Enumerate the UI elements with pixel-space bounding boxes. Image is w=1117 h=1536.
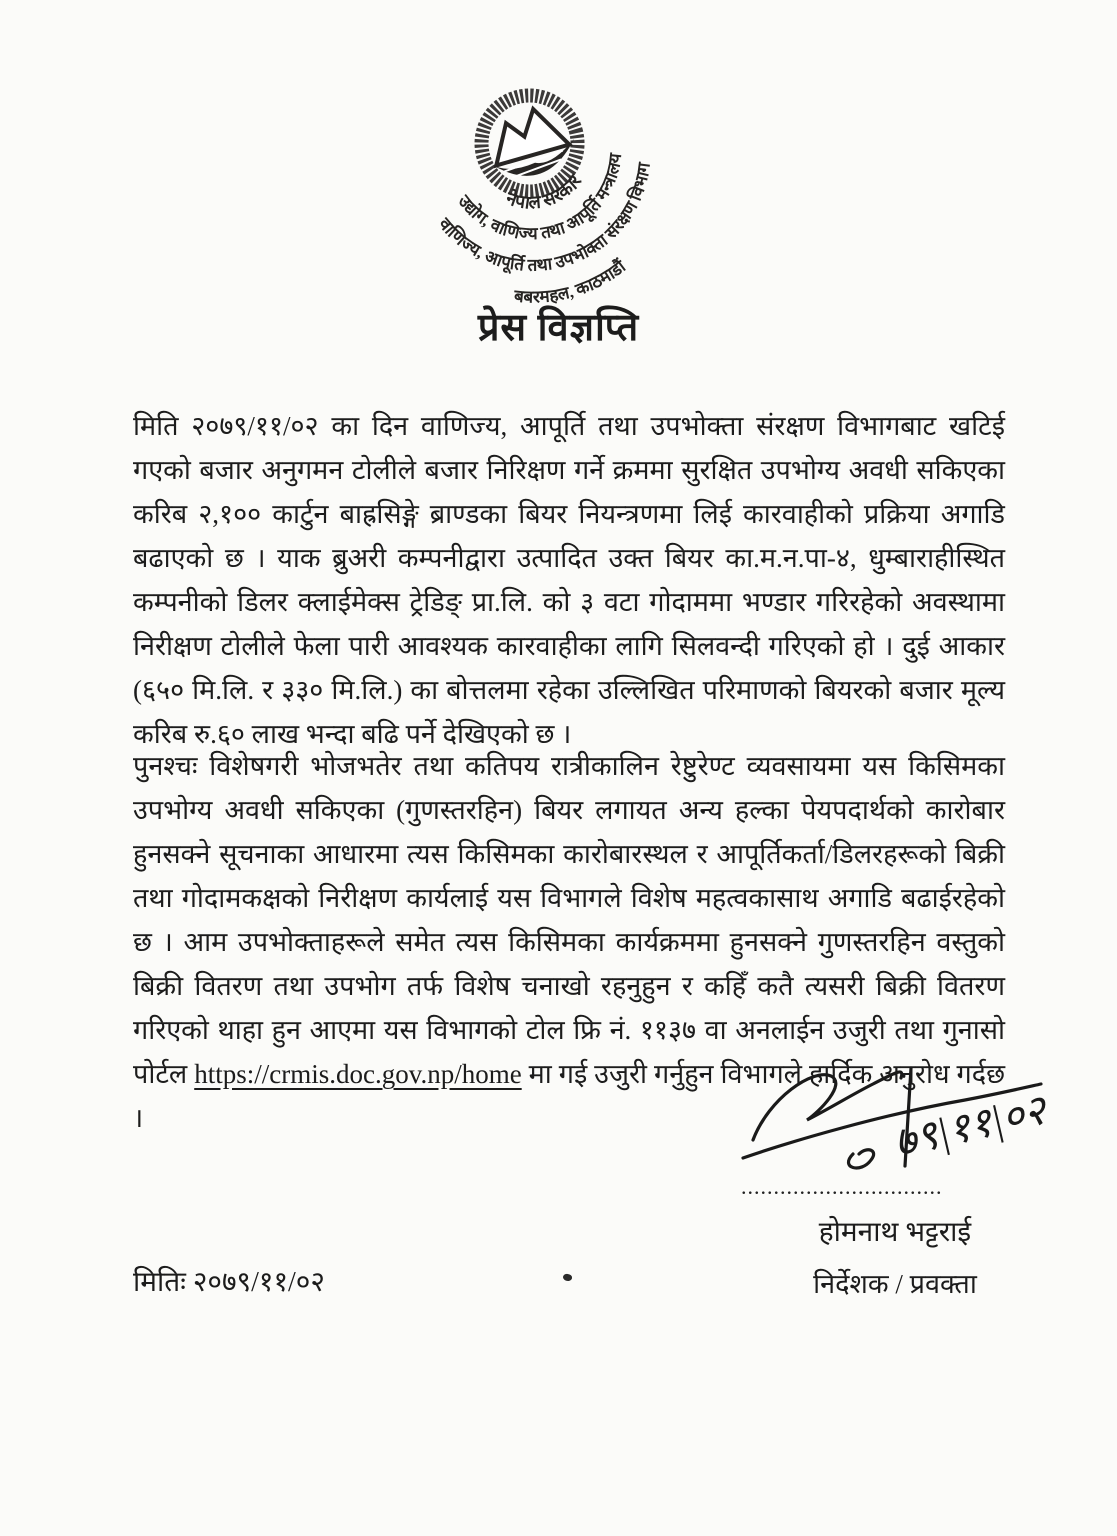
ink-speck (562, 1273, 573, 1283)
paragraph-1 (133, 404, 1005, 756)
signature-stroke-1 (753, 1072, 902, 1140)
signature-handwritten-date: ७९|११|०२ (889, 1087, 1051, 1168)
seal-text-address: बबरमहल, काठमाडौं (513, 256, 630, 307)
seal-text-nepal-government: नेपाल सरकार (503, 171, 586, 213)
signature-stroke-4 (848, 1150, 873, 1168)
paragraph-2-before-link: पुनश्चः विशेषगरी भोजभतेर तथा कतिपय रात्रीकालिन रेष्टुरेण्ट व्यवसायमा यस किसिमका उपभोग्य अवधी सकिएका (गुणस्तरहिन) बियर लगायत अन्य हल्का पेयपदार्थको कारोबार हुनसक्ने सूचनाका आधारमा त्यस किसिमका कारोबारस्थल र आपूर्तिकर्ता/डिलरहरूको बिक्री तथा गोदामकक्षको निरीक्षण कार्यलाई यस विभागले विशेष महत्वकासाथ अगाडि बढाईरहेको छ । आम उपभोक्ताहरूले समेत त्यस किसिमका कार्यक्रममा हुनसक्ने गुणस्तरहिन वस्तुको बिक्री वितरण तथा उपभोग तर्फ विशेष चनाखो रहनुहुन र कहिँ कतै त्यसरी बिक्री वितरण गरिएको थाहा हुन आएमा यस विभागको टोल फ्रि नं. ११३७ वा अनलाईन उजुरी तथा गुनासो पोर्टल (133, 751, 1005, 1089)
seal-graphic (390, 70, 690, 320)
signatory-name: होमनाथ भट्टराई (818, 1217, 972, 1248)
signature-block (735, 1062, 1055, 1301)
paragraph-2-after-link: मा गई उजुरी गर्नुहुन विभागले हार्दिक अनुरोध गर्दछ । (133, 1059, 1005, 1133)
seal-text-ministry: उद्योग, वाणिज्य तथा आपूर्ति मन्त्रालय (454, 152, 626, 244)
seal-text-department: वाणिज्य, आपूर्ति तथा उपभोक्ता संरक्षण विभाग (435, 161, 654, 275)
government-seal (390, 70, 690, 320)
signatory-designation: निर्देशक / प्रवक्ता (813, 1269, 977, 1299)
signature-dotted-line: ............................... (741, 1180, 943, 1194)
signature-image (735, 1062, 1055, 1180)
page-title: प्रेस विज्ञप्ति (477, 307, 640, 349)
paragraph-1-text: मिति २०७९/११/०२ का दिन वाणिज्य, आपूर्ति तथा उपभोक्ता संरक्षण विभागबाट खटिई गएको बजार अनुगमन टोलीले बजार निरिक्षण गर्ने क्रममा सुरक्षित उपभोग्य अवधी सकिएका करिब २,१०० कार्टुन बाह्रसिङ्गे ब्राण्डका बियर नियन्त्रणमा लिई कारवाहीको प्रक्रिया अगाडि बढाएको छ । याक ब्रुअरी कम्पनीद्वारा उत्पादित उक्त बियर का.म.न.पा-४, धुम्बाराहीस्थित कम्पनीको डिलर क्लाईमेक्स ट्रेडिङ् प्रा.लि. को ३ वटा गोदाममा भण्डार गरिरहेको अवस्थामा निरीक्षण टोलीले फेला पारी आवश्यक कारवाहीका लागि सिलवन्दी गरिएको हो । दुई आकार (६५० मि.लि. र ३३० मि.लि.) का बोत्तलमा रहेका उल्लिखित परिमाणको बियरको बजार मूल्य करिब रु.६० लाख भन्दा बढि पर्ने देखिएको छ । (133, 411, 1005, 749)
document-date: मितिः २०७९/११/०२ (133, 1267, 325, 1298)
complaint-portal-link[interactable]: https://crmis.doc.gov.np/home (194, 1059, 522, 1089)
